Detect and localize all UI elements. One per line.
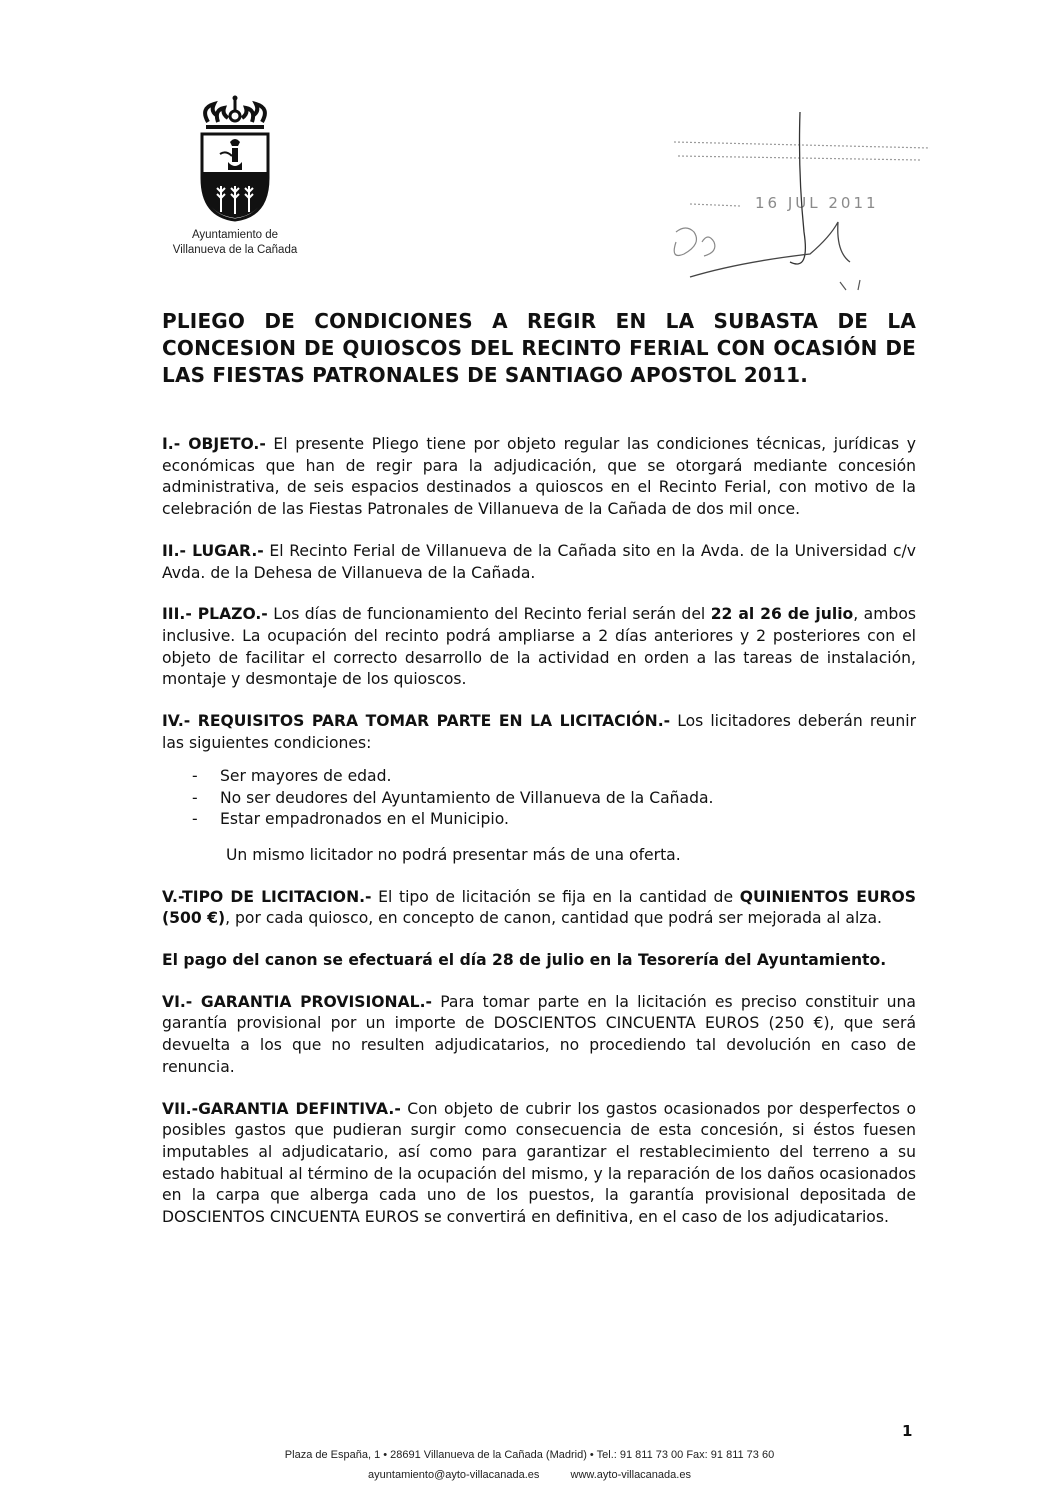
section-text: El presente Pliego tiene por objeto regular las condiciones técnicas, jurídicas y económicas que han de regir para la adjudicación, que se otorgará mediante concesión administrativa, de seis espacios destinados a quioscos en el Recinto Ferial, con motivo de la celebración de las Fiestas Patronales de Villanueva de la Cañada de dos mil once. [162, 435, 917, 519]
section-lugar [162, 541, 916, 584]
document-body [162, 434, 916, 1249]
section-text: Los licitadores deberán reunir las siguientes condiciones: [162, 712, 916, 752]
municipal-logo [160, 92, 310, 258]
section-plazo [162, 604, 916, 691]
section-garantia-provisional [162, 992, 916, 1079]
org-name-line1: Ayuntamiento de [191, 229, 279, 241]
stamp-icon [660, 112, 960, 302]
list-item: - No ser deudores del Ayuntamiento de Villanueva de la Cañada. [162, 788, 916, 810]
footer-address: Plaza de España, 1 • 28691 Villanueva de la Cañada (Madrid) • Tel.: 91 811 73 00 Fax: 91 811 73 60 [284, 1449, 775, 1461]
org-name-line2: Villanueva de la Cañada [172, 244, 298, 256]
section-text: El tipo de licitación se fija en la cantidad de [371, 887, 740, 906]
section-heading: V.-TIPO DE LICITACION.- [162, 887, 372, 906]
section-text: El Recinto Ferial de Villanueva de la Cañada sito en la Avda. de la Universidad c/v Avda. de la Dehesa de Villanueva de la Cañada. [162, 541, 916, 582]
section-heading: VII.-GARANTIA DEFINTIVA.- [162, 1099, 401, 1118]
list-item: - Estar empadronados en el Municipio. [162, 809, 916, 831]
requirements-list [162, 766, 916, 831]
section-heading: IV.- REQUISITOS PARA TOMAR PARTE EN LA LICITACIÓN.- [162, 712, 671, 731]
section-text: Los días de funcionamiento del Recinto ferial serán del [267, 605, 711, 624]
section-heading: VI.- GARANTIA PROVISIONAL.- [162, 992, 432, 1011]
section-heading: II.- LUGAR.- [162, 541, 264, 560]
payment-notice [162, 950, 916, 972]
page-number: 1 [902, 1422, 913, 1440]
section-objeto [162, 434, 916, 521]
section-heading: I.- OBJETO.- [162, 435, 266, 453]
section-text: Para tomar parte en la licitación es preciso constituir una garantía provisional por un importe de DOSCIENTOS CINCUENTA EUROS (250 €), que será devuelta a los que no resulten adjudicatarios, no procediendo tal devolución en caso de renuncia. [162, 992, 916, 1076]
section-text: , por cada quiosco, en concepto de canon, cantidad que podrá ser mejorada al alza. [225, 909, 882, 928]
section-tipo-licitacion [162, 887, 916, 930]
list-item: - Ser mayores de edad. [162, 766, 916, 788]
section-heading: III.- PLAZO.- [162, 605, 268, 624]
section-garantia-definitiva [162, 1099, 916, 1229]
section-intro [162, 711, 916, 754]
section-bold-dates: 22 al 26 de julio [710, 605, 854, 624]
page-footer [0, 1445, 1059, 1485]
section-text: Con objeto de cubrir los gastos ocasionados por desperfectos o posibles gastos que pudieran surgir como consecuencia de esta concesión, si éstos fuesen imputables al adjudicatario, así como para garantizar el restablecimiento del terreno a su estado habitual al término de la ocupación del mismo, y la reparación de los daños ocasionados en la carpa que alberga cada uno de los puestos, la garantía provisional depositada de DOSCIENTOS CINCUENTA EUROS se convertirá en definitiva, en el caso de los adjudicatarios. [162, 1099, 916, 1227]
registry-stamp [660, 112, 960, 302]
section-requisitos [162, 711, 916, 867]
footer-email: ayuntamiento@ayto-villacanada.es [368, 1469, 540, 1481]
stamp-date: 16 JUL 2011 [755, 194, 879, 212]
footer-web: www.ayto-villacanada.es [570, 1469, 691, 1481]
section-bold-amount: QUINIENTOS EUROS (500 €) [162, 887, 916, 928]
section-text: , ambos inclusive. La ocupación del recinto podrá ampliarse a 2 días anteriores y 2 posteriores con el objeto de facilitar el correcto desarrollo de la actividad en orden a las tareas de instalación, montaje y desmontaje de los quioscos. [162, 605, 916, 689]
payment-text: El pago del canon se efectuará el día 28 de julio en la Tesorería del Ayuntamiento. [162, 951, 887, 970]
document-title: PLIEGO DE CONDICIONES A REGIR EN LA SUBASTA DE LA CONCESION DE QUIOSCOS DEL RECINTO FERIAL CON OCASIÓN DE LAS FIESTAS PATRONALES DE SANTIAGO APOSTOL 2011. [162, 309, 916, 387]
requirements-note: Un mismo licitador no podrá presentar más de una oferta. [226, 845, 681, 864]
coat-of-arms-icon [194, 92, 276, 222]
